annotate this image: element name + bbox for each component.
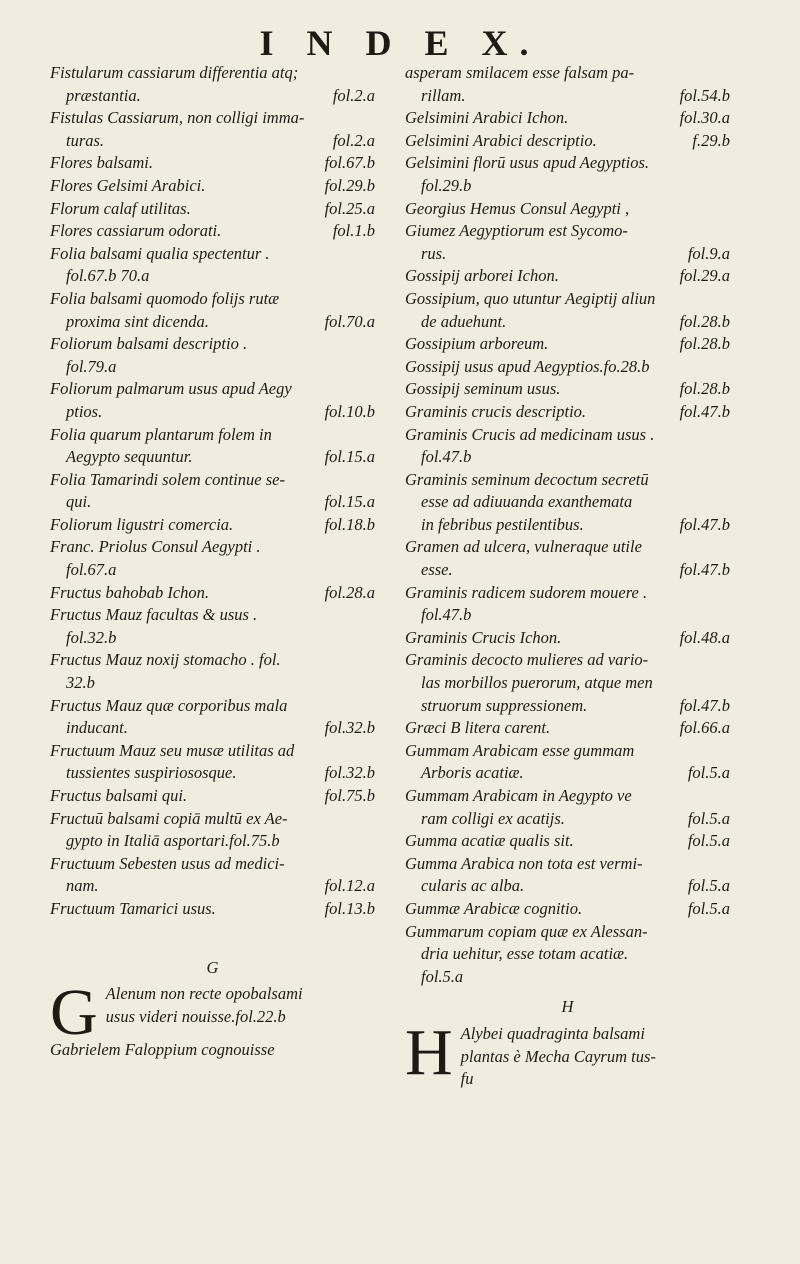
entry-line [50, 469, 375, 492]
entry-text: Gelsimini florū usus apud Aegyptios. [405, 153, 649, 173]
folio-ref: fol.5.a [687, 831, 730, 851]
entry-text: de aduehunt. [421, 311, 507, 331]
entry-text: rus. [421, 243, 447, 263]
index-entry [405, 288, 730, 333]
index-entry [405, 469, 730, 537]
entry-line [405, 107, 730, 130]
folio-ref: fol.2.a [332, 85, 375, 105]
entry-text: Fistularum cassiarum differentia atq; [50, 63, 299, 82]
entry-text: Florum calaf utilitas. [50, 198, 191, 218]
entry-text: tussientes suspiriososque. [66, 763, 237, 783]
entry-line [405, 582, 730, 605]
entry-line [405, 604, 730, 627]
entry-line [405, 921, 730, 944]
entry-line [50, 582, 375, 605]
drop-cap-entry [405, 1023, 730, 1091]
index-entry [50, 695, 375, 740]
entry-line [405, 265, 730, 288]
index-entry [405, 333, 730, 356]
entry-line [405, 85, 730, 108]
entry-line [405, 491, 730, 514]
entry-text: Gossipij seminum usus. [405, 379, 561, 399]
entry-text: Gossipium, quo utuntur Aegiptij aliun [405, 288, 656, 308]
index-entry [405, 220, 730, 265]
index-entry [405, 785, 730, 830]
index-entry [405, 62, 730, 107]
entry-text: fu [460, 1069, 474, 1089]
entry-text: Fructus Mauz noxij stomacho . fol. [50, 650, 281, 670]
entry-line [405, 356, 730, 379]
entry-line [405, 152, 730, 175]
entry-line [405, 536, 730, 559]
entry-line [405, 649, 730, 672]
entry-line [405, 469, 730, 492]
entry-text: Gummæ Arabicæ cognitio. [405, 898, 583, 918]
index-entry [50, 853, 375, 898]
entry-text: Graminis Crucis Ichon. [405, 627, 562, 647]
folio-ref: fol.28.b [679, 311, 730, 331]
entry-line [405, 401, 730, 424]
entry-text: Gummam Arabicam esse gummam [405, 740, 635, 760]
entry-text: inducant. [66, 718, 128, 738]
folio-ref: fol.70.a [324, 311, 375, 331]
index-entry [50, 175, 375, 198]
folio-ref: fol.13.b [324, 898, 375, 918]
entry-text: Fructuum Tamarici usus. [50, 898, 216, 918]
entry-line [50, 85, 375, 108]
drop-cap: H [405, 1022, 453, 1089]
index-entry [50, 62, 375, 107]
entry-text: esse. [421, 560, 453, 580]
entry-line [50, 152, 375, 175]
entry-line [50, 446, 375, 469]
entry-text: struorum suppressionem. [421, 695, 588, 715]
entry-line [405, 875, 730, 898]
entry-text: Gelsimini Arabici Ichon. [405, 108, 569, 128]
entry-line [405, 808, 730, 831]
entry-text: Fructuum Mauz seu musæ utilitas ad [50, 740, 295, 760]
entry-line [50, 672, 375, 695]
entry-line [50, 717, 375, 740]
entry-line [50, 130, 375, 153]
folio-ref: fol.10.b [324, 401, 375, 421]
index-entry [405, 649, 730, 717]
entry-line [50, 356, 375, 379]
entry-line [405, 717, 730, 740]
entry-line [405, 559, 730, 582]
entry-line [50, 514, 375, 537]
entry-text: asperam smilacem esse falsam pa- [405, 63, 635, 82]
entry-text: fol.47.b [421, 447, 472, 467]
entry-line [405, 311, 730, 334]
index-entry [405, 898, 730, 921]
section-letter: H [561, 997, 574, 1017]
entry-text: fol.67.b 70.a [66, 266, 150, 286]
entry-text: proxima sint dicenda. [66, 311, 209, 331]
entry-line [50, 649, 375, 672]
folio-ref: fol.15.a [324, 492, 375, 512]
entry-line [50, 243, 375, 266]
index-entry [50, 1039, 375, 1062]
index-entry [50, 740, 375, 785]
entry-text: Folia balsami qualia spectentur . [50, 243, 270, 263]
entry-line [50, 808, 375, 831]
index-entry [405, 424, 730, 469]
entry-text: dria uehitur, esse totam acatiæ. [421, 944, 629, 964]
index-entry [405, 921, 730, 989]
entry-line [50, 401, 375, 424]
index-entry [50, 243, 375, 288]
index-entry [50, 107, 375, 152]
index-entry [405, 627, 730, 650]
folio-ref: fol.47.b [679, 560, 730, 580]
entry-text: Georgius Hemus Consul Aegypti , [405, 198, 630, 218]
entry-line [405, 1046, 730, 1069]
entry-text: Gossipium arboreum. [405, 334, 549, 354]
entry-line [50, 740, 375, 763]
folio-ref: fol.47.b [679, 514, 730, 534]
entry-text: 32.b [66, 673, 95, 693]
entry-text: Graminis crucis descriptio. [405, 401, 587, 421]
entry-text: Flores balsami. [50, 153, 153, 173]
entry-text: Foliorum palmarum usus apud Aegy [50, 379, 292, 399]
index-entry [50, 785, 375, 808]
entry-text: las morbillos puerorum, atque men [421, 673, 653, 693]
entry-text: Gelsimini Arabici descriptio. [405, 130, 597, 150]
entry-text: qui. [66, 492, 92, 512]
index-entry [50, 604, 375, 649]
folio-ref: fol.66.a [679, 718, 730, 738]
entry-text: fol.5.a [421, 966, 464, 986]
entry-line [405, 672, 730, 695]
entry-text: turas. [66, 130, 105, 150]
index-entry [405, 740, 730, 785]
entry-text: Fructus Mauz quæ corporibus mala [50, 695, 288, 715]
folio-ref: fol.25.a [324, 198, 375, 218]
entry-line [405, 1068, 730, 1091]
entry-text: Alybei quadraginta balsami [460, 1023, 645, 1043]
entry-line [405, 1023, 730, 1046]
entry-line [405, 514, 730, 537]
entry-text: Arboris acatiæ. [421, 763, 524, 783]
folio-ref: fol.2.a [332, 130, 375, 150]
entry-text: Graminis Crucis ad medicinam usus . [405, 424, 655, 444]
entry-line [50, 1039, 375, 1062]
entry-line [405, 830, 730, 853]
folio-ref: fol.15.a [324, 447, 375, 467]
folio-ref: fol.67.b [324, 153, 375, 173]
entry-line [50, 875, 375, 898]
folio-ref: fol.28.b [679, 379, 730, 399]
entry-text: Fistulas Cassiarum, non colligi imma- [50, 108, 305, 128]
entry-line [405, 695, 730, 718]
entry-text: Fructus balsami qui. [50, 786, 188, 805]
index-entry [405, 198, 730, 221]
entry-line [106, 1006, 375, 1029]
index-entry [50, 424, 375, 469]
index-entry [405, 582, 730, 627]
entry-line [405, 446, 730, 469]
folio-ref: fol.5.a [687, 898, 730, 918]
folio-ref: fol.47.b [679, 695, 730, 715]
entry-text: fol.47.b [421, 605, 472, 625]
entry-line [405, 853, 730, 876]
entry-text: fol.79.a [66, 356, 117, 376]
folio-ref: fol.5.a [687, 808, 730, 828]
entry-text: Gummarum copiam quæ ex Alessan- [405, 921, 648, 941]
index-entry [405, 356, 730, 379]
index-entry [50, 898, 375, 921]
entry-text: esse ad adiuuanda exanthemata [421, 492, 633, 512]
entry-text: fol.29.b [421, 175, 472, 195]
entry-line [50, 627, 375, 650]
entry-line [405, 762, 730, 785]
folio-ref: fol.32.b [324, 718, 375, 738]
entry-text: Graminis seminum decoctum secretū [405, 469, 649, 489]
entry-line [405, 378, 730, 401]
index-entry [50, 152, 375, 175]
entry-text: Flores Gelsimi Arabici. [50, 175, 206, 195]
entry-text: Folia Tamarindi solem continue se- [50, 469, 285, 489]
entry-line [405, 943, 730, 966]
index-entry [50, 198, 375, 221]
entry-line [50, 107, 375, 130]
entry-text: Gummam Arabicam in Aegypto ve [405, 786, 632, 805]
entry-line [50, 311, 375, 334]
entry-text: Foliorum ligustri comercia. [50, 514, 234, 534]
entry-text: fol.32.b [66, 627, 117, 647]
entry-line [50, 983, 375, 1006]
entry-line [405, 966, 730, 989]
index-entry [405, 717, 730, 740]
folio-ref: fol.29.a [679, 266, 730, 286]
folio-ref: fol.48.a [679, 627, 730, 647]
entry-text: Fructus Mauz facultas & usus . [50, 605, 258, 625]
entry-line [50, 175, 375, 198]
entry-text: Foliorum balsami descriptio . [50, 334, 248, 354]
folio-ref: fol.22.b [235, 1006, 286, 1026]
entry-line [50, 265, 375, 288]
drop-cap: G [50, 983, 98, 1040]
entry-line [50, 62, 375, 85]
folio-ref: fol.47.b [679, 401, 730, 421]
entry-text: Alenum non recte opobalsami [105, 984, 303, 1004]
folio-ref: fol.29.b [324, 175, 375, 195]
drop-cap-entry [50, 983, 375, 1039]
index-entry [50, 288, 375, 333]
page-title: I N D E X. [259, 23, 541, 63]
folio-ref: fol.75.b [324, 786, 375, 805]
entry-line [405, 220, 730, 243]
entry-line [405, 175, 730, 198]
index-entry [50, 333, 375, 378]
index-entry [50, 536, 375, 581]
entry-line [50, 762, 375, 785]
folio-ref: fol.9.a [687, 243, 730, 263]
entry-text: Græci B litera carent. [405, 718, 551, 738]
entry-line [50, 785, 375, 808]
index-entry [405, 830, 730, 853]
entry-text: Fructuū balsami copiā multū ex Ae- [50, 808, 288, 828]
index-entry [50, 808, 375, 853]
entry-text: usus videri nouisse. [105, 1006, 236, 1026]
entry-line [50, 559, 375, 582]
index-entry [50, 514, 375, 537]
index-entry [50, 469, 375, 514]
folio-ref: fol.54.b [679, 85, 730, 105]
entry-text: Gabrielem Faloppium cognouisse [50, 1040, 275, 1060]
entry-text: Graminis radicem sudorem mouere . [405, 582, 648, 602]
left-column [50, 62, 375, 1062]
index-entry [405, 152, 730, 197]
entry-text: Aegypto sequuntur. [66, 447, 193, 467]
entry-text: Gumma acatiæ qualis sit. [405, 831, 574, 851]
index-entry [405, 536, 730, 581]
entry-line [50, 604, 375, 627]
entry-line [50, 695, 375, 718]
entry-text: in febribus pestilentibus. [421, 514, 584, 534]
index-entry [405, 853, 730, 898]
index-entry [405, 107, 730, 130]
folio-ref: fol.32.b [324, 763, 375, 783]
entry-text: nam. [66, 876, 99, 896]
entry-text: Gramen ad ulcera, vulneraque utile [405, 537, 642, 557]
entry-line [405, 424, 730, 447]
index-entry [405, 265, 730, 288]
entry-line [405, 333, 730, 356]
folio-ref: f.29.b [692, 130, 730, 150]
folio-ref: fol.5.a [687, 763, 730, 783]
entry-text: fol.67.a [66, 560, 117, 580]
entry-text: Gumma Arabica non tota est vermi- [405, 853, 643, 873]
entry-text: cularis ac alba. [421, 876, 525, 896]
right-column [405, 62, 730, 1091]
folio-ref: fol.28.b [679, 334, 730, 354]
entry-text: Gossipij arborei Ichon. [405, 266, 559, 286]
entry-text: Flores cassiarum odorati. [50, 221, 222, 241]
entry-line [50, 288, 375, 311]
folio-ref: fol.30.a [679, 108, 730, 128]
entry-text: gypto in Italiā asportari.fol.75.b [66, 831, 280, 851]
folio-ref: fol.1.b [332, 221, 375, 241]
index-entry [50, 220, 375, 243]
index-entry [50, 649, 375, 694]
entry-text: ptios. [66, 401, 103, 421]
entry-line [405, 898, 730, 921]
entry-text: Fructus bahobab Ichon. [50, 582, 210, 602]
entry-line [50, 830, 375, 853]
entry-text: Gossipij usus apud Aegyptios.fo.28.b [405, 356, 650, 376]
entry-line [50, 491, 375, 514]
entry-text: Fructuum Sebesten usus ad medici- [50, 853, 285, 873]
entry-line [405, 627, 730, 650]
folio-ref: fol.12.a [324, 876, 375, 896]
entry-line [405, 740, 730, 763]
entry-line [405, 288, 730, 311]
entry-line [50, 898, 375, 921]
entry-line [50, 853, 375, 876]
entry-line [50, 220, 375, 243]
entry-text: ram colligi ex acatijs. [421, 808, 565, 828]
entry-text: rillam. [421, 85, 466, 105]
index-entry [405, 378, 730, 401]
entry-text: Giumez Aegyptiorum est Sycomo- [405, 221, 628, 241]
entry-text: Graminis decocto mulieres ad vario- [405, 650, 649, 670]
entry-text: Folia quarum plantarum folem in [50, 424, 272, 444]
entry-line [50, 424, 375, 447]
folio-ref: fol.18.b [324, 514, 375, 534]
entry-line [405, 785, 730, 808]
entry-line [405, 130, 730, 153]
entry-line [50, 536, 375, 559]
folio-ref: fol.5.a [687, 876, 730, 896]
entry-line [405, 62, 730, 85]
index-entry [405, 401, 730, 424]
entry-text: plantas è Mecha Cayrum tus- [460, 1046, 656, 1066]
entry-text: Folia balsami quomodo folijs rutæ [50, 288, 280, 308]
entry-line [405, 198, 730, 221]
index-entry [405, 130, 730, 153]
folio-ref: fol.28.a [324, 582, 375, 602]
section-letter: G [206, 957, 219, 977]
entry-line [50, 333, 375, 356]
index-entry [50, 582, 375, 605]
entry-line [405, 243, 730, 266]
entry-text: præstantia. [66, 85, 141, 105]
entry-text: Franc. Priolus Consul Aegypti . [50, 537, 261, 557]
index-entry [50, 378, 375, 423]
entry-line [50, 378, 375, 401]
entry-line [50, 198, 375, 221]
